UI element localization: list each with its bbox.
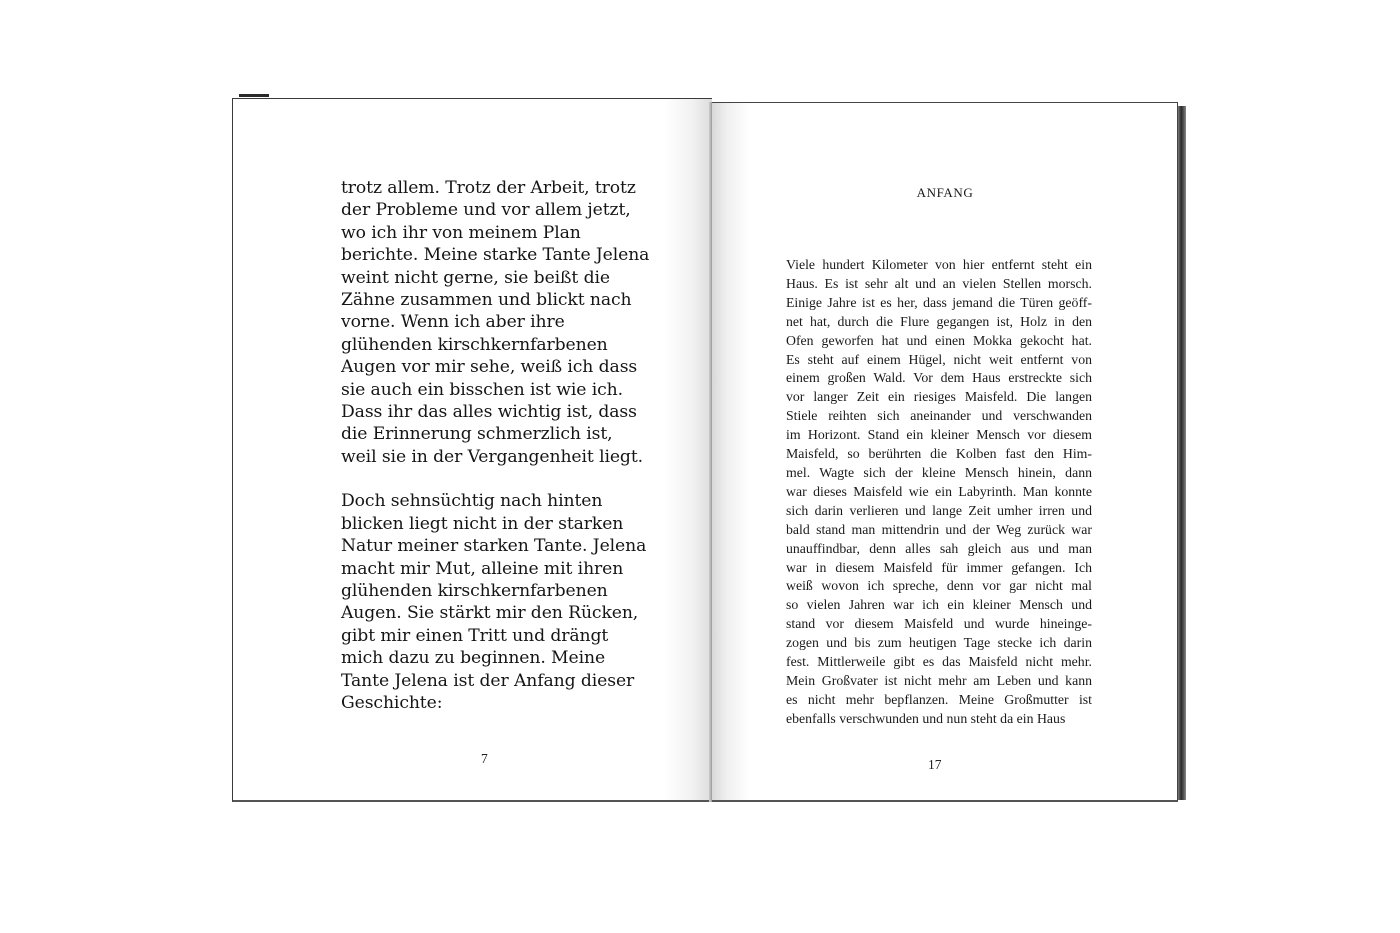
left-paragraph-2: Doch sehnsüchtig nach hinten blicken liegt nicht in der starken Natur meiner starken Tante. Jelena macht mir Mut, alleine mit ihren glühenden kirschkernfarbenen Augen. Sie stärkt mir den Rücken, gibt mir einen Tritt und drängt mich dazu zu beginnen. Meine Tante Jelena ist der Anfang dieser Geschichte: — [341, 491, 647, 713]
open-book — [228, 92, 1190, 808]
text-line: mel. Wagte sich der kleine Mensch hinein, dann — [786, 464, 1092, 480]
text-line: unauffindbar, denn alles sah gleich aus und man — [786, 540, 1092, 556]
text-line: Viele hundert Kilometer von hier entfernt steht ein — [786, 257, 1092, 272]
text-line: vor langer Zeit ein riesiges Maisfeld. Die langen — [786, 389, 1092, 405]
text-line: Haus. Es ist sehr alt und an vielen Stellen morsch. — [786, 275, 1092, 291]
left-page-body — [341, 177, 651, 714]
text-line: so vielen Jahren war ich ein kleiner Mensch und — [786, 597, 1092, 613]
text-line: bald stand man mittendrin und der Weg zurück war — [786, 521, 1092, 537]
text-line: zogen und bis zum heutigen Tage stecke ich darin — [786, 635, 1092, 651]
text-line: Stiele reihten sich aneinander und verschwanden — [786, 408, 1092, 424]
text-line: weiß wovon ich spreche, denn vor gar nicht mal — [786, 578, 1092, 594]
left-page — [232, 98, 712, 802]
book-page-edge — [1178, 106, 1186, 800]
text-line: net hat, durch die Flure gegangen ist, Holz in den — [786, 313, 1092, 329]
left-page-number: 7 — [481, 751, 488, 766]
text-line: ebenfalls verschwunden und nun steht da ein Haus — [786, 710, 1066, 726]
text-line: einem großen Wald. Vor dem Haus erstreckte sich — [786, 370, 1092, 386]
text-line: Mein Großvater ist nicht mehr am Leben und kann — [786, 672, 1092, 688]
text-line: sich darin verlieren und lange Zeit umher irren und — [786, 502, 1092, 518]
left-paragraph-1: trotz allem. Trotz der Arbeit, trotz der Probleme und vor allem jetzt, wo ich ihr von meinem Plan berichte. Meine starke Tante Jelena weint nicht gerne, sie beißt die Zähne zusammen und blickt nach vorne. Wenn ich aber ihre glühenden kirschkernfarbenen Augen vor mir sehe, weiß ich dass sie auch ein bisschen ist wie ich. Dass ihr das alles wichtig ist, dass die Erinnerung schmerzlich ist, weil sie in der Vergangenheit liegt. — [341, 178, 650, 467]
text-line: Maisfeld, so berührten die Kolben fast den Him- — [786, 446, 1092, 462]
right-page-number: 17 — [928, 757, 942, 772]
right-page — [712, 102, 1178, 802]
text-line: Ofen geworfen hat und einen Mokka gekocht hat. — [786, 332, 1092, 348]
text-line: war in diesem Maisfeld für immer gefangen. Ich — [786, 559, 1092, 575]
text-line: stand vor diesem Maisfeld und wurde hineinge- — [786, 616, 1092, 632]
right-page-body — [786, 256, 1092, 729]
text-line: es nicht mehr bepflanzen. Meine Großmutter ist — [786, 691, 1092, 707]
text-line: Es steht auf einem Hügel, nicht weit entfernt von — [786, 351, 1092, 367]
text-line: Einige Jahre ist es her, dass jemand die Türen geöff- — [786, 294, 1092, 310]
text-line: fest. Mittlerweile gibt es das Maisfeld nicht mehr. — [786, 654, 1092, 670]
text-line: im Horizont. Stand ein kleiner Mensch vor diesem — [786, 427, 1092, 443]
chapter-heading: ANFANG — [916, 185, 974, 200]
text-line: war dieses Maisfeld wie ein Labyrinth. Man konnte — [786, 483, 1092, 499]
